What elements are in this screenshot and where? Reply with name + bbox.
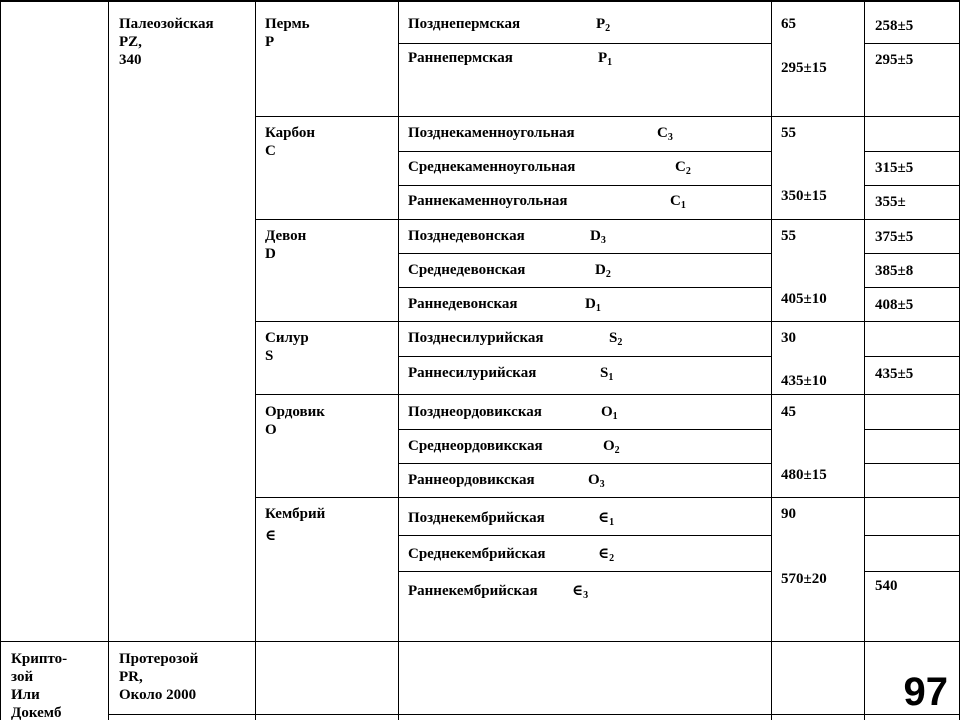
period-name: Пермь bbox=[265, 16, 310, 32]
epoch-symbol: D bbox=[595, 262, 606, 278]
epoch-subscript: 3 bbox=[600, 235, 606, 246]
epoch-o2 bbox=[408, 437, 543, 455]
epoch-c1-symbol bbox=[670, 192, 686, 215]
grid-line bbox=[398, 571, 771, 572]
epoch-subscript: 1 bbox=[609, 517, 615, 528]
grid-line bbox=[864, 356, 960, 357]
epoch-subscript: 1 bbox=[608, 372, 614, 383]
epoch-d3 bbox=[408, 227, 525, 245]
epoch-boundary-age: 315±5 bbox=[875, 160, 914, 176]
epoch-p1 bbox=[408, 49, 513, 67]
epoch-symbol: S bbox=[600, 365, 609, 381]
epoch-name: Раннесилурийская bbox=[408, 365, 537, 381]
period-name: Ордовик bbox=[265, 404, 325, 420]
era-proterozoic bbox=[119, 650, 198, 704]
epoch-e3-symbol bbox=[572, 582, 588, 605]
epoch-subscript: 3 bbox=[599, 479, 605, 490]
grid-line bbox=[398, 43, 771, 44]
grid-line bbox=[255, 497, 960, 498]
eon-cryptozoic bbox=[11, 650, 67, 722]
epoch-s2 bbox=[408, 329, 544, 347]
epoch-name: Среднекембрийская bbox=[408, 546, 546, 562]
period-start-age: 350±15 bbox=[781, 188, 827, 204]
grid-line bbox=[771, 0, 772, 720]
epoch-name: Раннеордовикская bbox=[408, 472, 535, 488]
epoch-o3 bbox=[408, 471, 535, 489]
eon-name-line: Крипто- bbox=[11, 651, 68, 667]
epoch-d1 bbox=[408, 295, 517, 313]
period-name: Карбон bbox=[265, 125, 315, 141]
grid-line bbox=[398, 151, 771, 152]
grid-line bbox=[864, 253, 960, 254]
epoch-e1 bbox=[408, 509, 545, 527]
period-symbol: S bbox=[265, 348, 274, 364]
epoch-boundary-age: 355± bbox=[875, 194, 906, 210]
epoch-c3 bbox=[408, 124, 575, 142]
grid-line bbox=[864, 429, 960, 430]
period-length: 30 bbox=[781, 330, 796, 346]
epoch-name: Раннедевонская bbox=[408, 296, 518, 312]
period-start-age: 295±15 bbox=[781, 60, 827, 76]
eon-name-line: Докемб bbox=[11, 705, 62, 721]
epoch-symbol: ∈ bbox=[572, 583, 584, 599]
era-duration: 340 bbox=[119, 52, 142, 68]
grid-line bbox=[0, 0, 960, 2]
period-symbol: ∈ bbox=[265, 528, 277, 544]
period-carbon bbox=[265, 124, 315, 160]
grid-line bbox=[255, 116, 960, 117]
epoch-subscript: 1 bbox=[595, 303, 601, 314]
grid-line bbox=[255, 0, 256, 720]
grid-line bbox=[864, 43, 960, 44]
epoch-name: Позднекембрийская bbox=[408, 510, 545, 526]
epoch-boundary-age: 295±5 bbox=[875, 52, 914, 68]
grid-line bbox=[864, 185, 960, 186]
grid-line bbox=[398, 535, 771, 536]
epoch-subscript: 2 bbox=[609, 553, 615, 564]
epoch-e1-symbol bbox=[598, 509, 614, 532]
era-name: Палеозойская bbox=[119, 16, 214, 32]
period-name: Девон bbox=[265, 228, 307, 244]
epoch-d1-symbol bbox=[585, 295, 601, 318]
epoch-symbol: D bbox=[590, 228, 601, 244]
grid-line bbox=[255, 321, 960, 322]
grid-line bbox=[398, 0, 399, 720]
epoch-s2-symbol bbox=[609, 329, 622, 352]
grid-line bbox=[398, 185, 771, 186]
era-symbol: PZ, bbox=[119, 34, 142, 50]
epoch-subscript: 2 bbox=[605, 269, 611, 280]
period-perm bbox=[265, 15, 310, 51]
period-length: 90 bbox=[781, 506, 796, 522]
period-length: 45 bbox=[781, 404, 796, 420]
epoch-symbol: D bbox=[585, 296, 596, 312]
epoch-name: Раннекаменноугольная bbox=[408, 193, 568, 209]
grid-line bbox=[398, 356, 771, 357]
period-start-age: 570±20 bbox=[781, 571, 827, 587]
period-ordovik bbox=[265, 403, 325, 439]
grid-line bbox=[0, 0, 1, 720]
epoch-o1 bbox=[408, 403, 542, 421]
period-name: Кембрий bbox=[265, 506, 326, 522]
epoch-symbol: ∈ bbox=[598, 510, 610, 526]
epoch-name: Позднеордовикская bbox=[408, 404, 542, 420]
epoch-symbol: C bbox=[675, 159, 686, 175]
epoch-boundary-age: 258±5 bbox=[875, 18, 914, 34]
grid-line bbox=[398, 429, 771, 430]
grid-line bbox=[255, 394, 960, 395]
period-length: 65 bbox=[781, 16, 796, 32]
epoch-symbol: C bbox=[670, 193, 681, 209]
period-kembriy bbox=[265, 505, 325, 545]
epoch-name: Среднекаменноугольная bbox=[408, 159, 576, 175]
epoch-symbol: S bbox=[609, 330, 618, 346]
period-start-age: 480±15 bbox=[781, 467, 827, 483]
epoch-subscript: 2 bbox=[605, 23, 611, 34]
period-symbol: P bbox=[265, 34, 275, 50]
grid-line bbox=[108, 0, 109, 720]
page-number: 97 bbox=[903, 670, 948, 714]
epoch-name: Позднепермская bbox=[408, 16, 521, 32]
epoch-e2-symbol bbox=[598, 545, 614, 568]
grid-line bbox=[398, 253, 771, 254]
epoch-e3 bbox=[408, 582, 538, 600]
epoch-symbol: ∈ bbox=[598, 546, 610, 562]
grid-line bbox=[864, 287, 960, 288]
epoch-d3-symbol bbox=[590, 227, 606, 250]
era-duration: Около 2000 bbox=[119, 687, 197, 703]
grid-line bbox=[255, 219, 960, 220]
epoch-p2-symbol bbox=[596, 15, 610, 38]
epoch-boundary-age: 408±5 bbox=[875, 297, 914, 313]
period-symbol: D bbox=[265, 246, 276, 262]
grid-line bbox=[864, 151, 960, 152]
grid-line bbox=[864, 0, 865, 720]
epoch-o1-symbol bbox=[601, 403, 618, 426]
epoch-p1-symbol bbox=[598, 49, 612, 72]
epoch-d2-symbol bbox=[595, 261, 611, 284]
epoch-name: Среднедевонская bbox=[408, 262, 526, 278]
period-length: 55 bbox=[781, 228, 796, 244]
epoch-o2-symbol bbox=[603, 437, 620, 460]
period-symbol: O bbox=[265, 422, 277, 438]
epoch-symbol: O bbox=[601, 404, 613, 420]
period-silur bbox=[265, 329, 309, 365]
epoch-o3-symbol bbox=[588, 471, 605, 494]
period-name: Силур bbox=[265, 330, 309, 346]
era-symbol: PR, bbox=[119, 669, 143, 685]
epoch-subscript: 1 bbox=[607, 57, 613, 68]
period-length: 55 bbox=[781, 125, 796, 141]
grid-line bbox=[864, 571, 960, 572]
epoch-subscript: 2 bbox=[685, 166, 691, 177]
epoch-name: Позднекаменноугольная bbox=[408, 125, 575, 141]
epoch-name: Среднеордовикская bbox=[408, 438, 543, 454]
grid-line bbox=[0, 641, 960, 642]
epoch-boundary-age: 435±5 bbox=[875, 366, 914, 382]
eon-name-line: Или bbox=[11, 687, 40, 703]
epoch-p2 bbox=[408, 15, 520, 33]
epoch-name: Раннепермская bbox=[408, 50, 513, 66]
epoch-boundary-age: 375±5 bbox=[875, 229, 914, 245]
epoch-subscript: 2 bbox=[614, 445, 620, 456]
grid-line bbox=[398, 287, 771, 288]
period-symbol: C bbox=[265, 143, 276, 159]
epoch-s1-symbol bbox=[600, 364, 613, 387]
epoch-boundary-age: 385±8 bbox=[875, 263, 914, 279]
epoch-c2 bbox=[408, 158, 575, 176]
epoch-name: Позднесилурийская bbox=[408, 330, 544, 346]
epoch-symbol: C bbox=[657, 125, 668, 141]
grid-line bbox=[398, 463, 771, 464]
epoch-subscript: 1 bbox=[612, 411, 618, 422]
era-paleozoic bbox=[119, 15, 214, 69]
epoch-c2-symbol bbox=[675, 158, 691, 181]
epoch-boundary-age: 540 bbox=[875, 578, 898, 594]
epoch-subscript: 3 bbox=[583, 590, 589, 601]
epoch-c3-symbol bbox=[657, 124, 673, 147]
epoch-d2 bbox=[408, 261, 525, 279]
epoch-c1 bbox=[408, 192, 567, 210]
eon-name-line: зой bbox=[11, 669, 34, 685]
grid-line bbox=[108, 714, 960, 715]
epoch-subscript: 2 bbox=[617, 337, 623, 348]
epoch-subscript: 3 bbox=[667, 132, 673, 143]
epoch-s1 bbox=[408, 364, 536, 382]
epoch-symbol: O bbox=[603, 438, 615, 454]
epoch-symbol: P bbox=[598, 50, 608, 66]
era-name: Протерозой bbox=[119, 651, 199, 667]
epoch-subscript: 1 bbox=[680, 200, 686, 211]
epoch-symbol: O bbox=[588, 472, 600, 488]
grid-line bbox=[864, 535, 960, 536]
period-start-age: 435±10 bbox=[781, 373, 827, 389]
epoch-name: Раннекембрийская bbox=[408, 583, 538, 599]
period-start-age: 405±10 bbox=[781, 291, 827, 307]
period-devon bbox=[265, 227, 306, 263]
epoch-symbol: P bbox=[596, 16, 606, 32]
epoch-e2 bbox=[408, 545, 545, 563]
grid-line bbox=[864, 463, 960, 464]
epoch-name: Позднедевонская bbox=[408, 228, 525, 244]
